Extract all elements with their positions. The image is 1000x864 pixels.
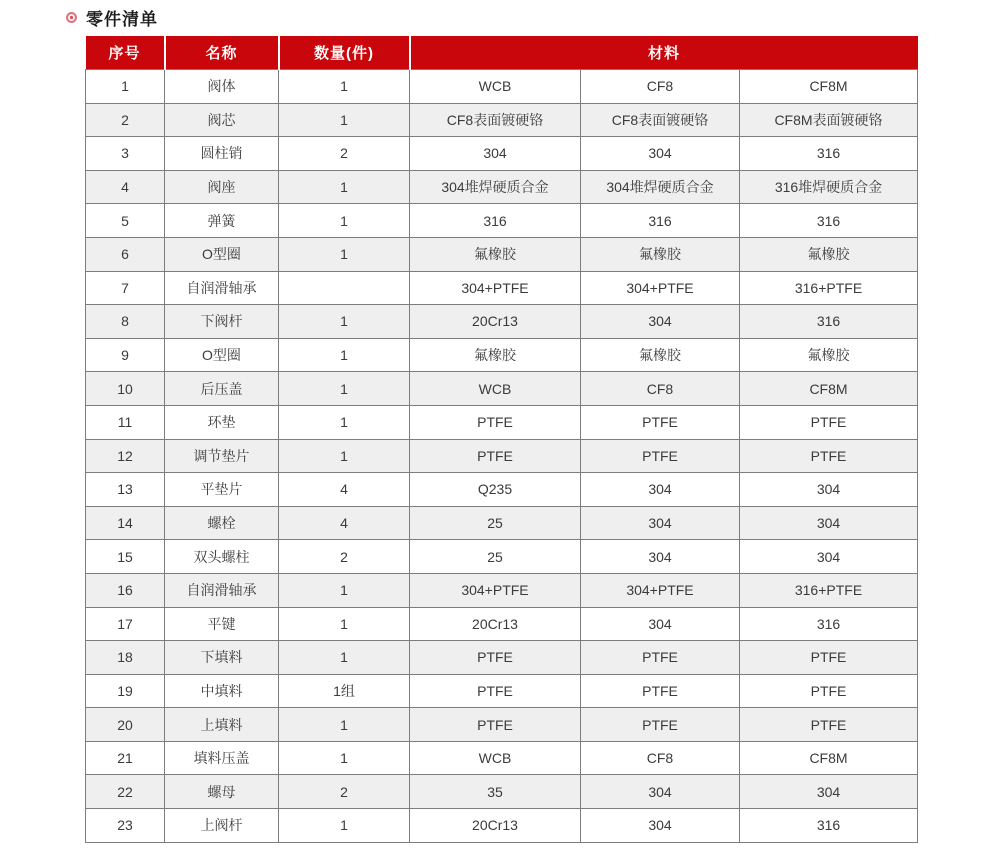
- cell-m3: PTFE: [740, 708, 918, 742]
- cell-m2: PTFE: [581, 708, 740, 742]
- cell-qty: 1: [279, 741, 410, 775]
- cell-m3: CF8M: [740, 372, 918, 406]
- cell-m1: 25: [410, 540, 581, 574]
- cell-m2: CF8: [581, 70, 740, 104]
- cell-m3: 316: [740, 204, 918, 238]
- cell-m1: PTFE: [410, 674, 581, 708]
- cell-m3: 氟橡胶: [740, 237, 918, 271]
- cell-m3: 304: [740, 473, 918, 507]
- cell-no: 3: [86, 137, 165, 171]
- cell-qty: 1: [279, 204, 410, 238]
- header-row: [86, 36, 918, 70]
- cell-name: 自润滑轴承: [165, 271, 279, 305]
- cell-name: 双头螺柱: [165, 540, 279, 574]
- cell-m3: PTFE: [740, 641, 918, 675]
- cell-m1: PTFE: [410, 439, 581, 473]
- table-row: [86, 372, 918, 406]
- cell-m2: 316: [581, 204, 740, 238]
- cell-m3: 氟橡胶: [740, 338, 918, 372]
- cell-qty: 2: [279, 775, 410, 809]
- cell-m2: 氟橡胶: [581, 237, 740, 271]
- cell-name: 自润滑轴承: [165, 573, 279, 607]
- cell-qty: 1: [279, 70, 410, 104]
- cell-no: 2: [86, 103, 165, 137]
- header-qty: 数量(件): [279, 36, 410, 70]
- cell-m3: 316+PTFE: [740, 271, 918, 305]
- cell-no: 19: [86, 674, 165, 708]
- cell-no: 1: [86, 70, 165, 104]
- table-row: [86, 573, 918, 607]
- parts-table: [85, 36, 918, 843]
- cell-m2: 304堆焊硬质合金: [581, 170, 740, 204]
- cell-m1: 氟橡胶: [410, 338, 581, 372]
- cell-no: 12: [86, 439, 165, 473]
- cell-name: 阀体: [165, 70, 279, 104]
- cell-name: 螺母: [165, 775, 279, 809]
- cell-no: 22: [86, 775, 165, 809]
- cell-name: 下阀杆: [165, 305, 279, 339]
- cell-m1: 35: [410, 775, 581, 809]
- cell-qty: 4: [279, 473, 410, 507]
- cell-name: 圆柱销: [165, 137, 279, 171]
- cell-m2: 304: [581, 607, 740, 641]
- cell-name: 环垫: [165, 405, 279, 439]
- cell-qty: 1: [279, 573, 410, 607]
- cell-no: 5: [86, 204, 165, 238]
- cell-name: 螺栓: [165, 506, 279, 540]
- cell-m2: PTFE: [581, 439, 740, 473]
- cell-qty: 2: [279, 137, 410, 171]
- cell-m1: CF8表面镀硬铬: [410, 103, 581, 137]
- cell-no: 18: [86, 641, 165, 675]
- table-row: [86, 204, 918, 238]
- bullet-target-icon: [66, 12, 77, 23]
- cell-m1: 20Cr13: [410, 607, 581, 641]
- cell-name: 弹簧: [165, 204, 279, 238]
- cell-m3: 304: [740, 775, 918, 809]
- table-row: [86, 641, 918, 675]
- page-title: 零件清单: [86, 10, 158, 29]
- cell-m3: CF8M表面镀硬铬: [740, 103, 918, 137]
- cell-m3: 316: [740, 305, 918, 339]
- cell-qty: 1: [279, 338, 410, 372]
- cell-no: 9: [86, 338, 165, 372]
- cell-no: 23: [86, 809, 165, 843]
- cell-qty: 1: [279, 708, 410, 742]
- cell-no: 17: [86, 607, 165, 641]
- cell-name: 阀芯: [165, 103, 279, 137]
- cell-qty: 1: [279, 439, 410, 473]
- cell-qty: 1: [279, 607, 410, 641]
- cell-qty: [279, 271, 410, 305]
- cell-m2: CF8: [581, 372, 740, 406]
- header-material: 材料: [410, 36, 918, 70]
- table-row: [86, 708, 918, 742]
- cell-m3: CF8M: [740, 70, 918, 104]
- cell-name: 下填料: [165, 641, 279, 675]
- table-row: [86, 237, 918, 271]
- table-row: [86, 271, 918, 305]
- cell-name: 阀座: [165, 170, 279, 204]
- section-title-bar: [66, 5, 158, 30]
- cell-m1: 316: [410, 204, 581, 238]
- cell-no: 8: [86, 305, 165, 339]
- cell-m1: WCB: [410, 372, 581, 406]
- header-name: 名称: [165, 36, 279, 70]
- cell-name: 后压盖: [165, 372, 279, 406]
- cell-name: 平垫片: [165, 473, 279, 507]
- cell-m2: 304: [581, 305, 740, 339]
- cell-m2: 304+PTFE: [581, 271, 740, 305]
- cell-no: 4: [86, 170, 165, 204]
- cell-m2: 304: [581, 506, 740, 540]
- table-row: [86, 405, 918, 439]
- cell-m1: 氟橡胶: [410, 237, 581, 271]
- cell-m3: 304: [740, 540, 918, 574]
- cell-no: 10: [86, 372, 165, 406]
- table-row: [86, 674, 918, 708]
- cell-m1: 25: [410, 506, 581, 540]
- cell-m2: PTFE: [581, 641, 740, 675]
- cell-m3: 316: [740, 137, 918, 171]
- cell-m1: WCB: [410, 741, 581, 775]
- cell-name: O型圈: [165, 338, 279, 372]
- cell-no: 14: [86, 506, 165, 540]
- cell-name: 调节垫片: [165, 439, 279, 473]
- table-row: [86, 506, 918, 540]
- cell-m3: PTFE: [740, 439, 918, 473]
- cell-no: 7: [86, 271, 165, 305]
- cell-m3: 316: [740, 607, 918, 641]
- cell-m2: 304: [581, 775, 740, 809]
- parts-table-body: [86, 70, 918, 843]
- cell-qty: 1: [279, 372, 410, 406]
- cell-m1: 20Cr13: [410, 809, 581, 843]
- table-row: [86, 540, 918, 574]
- cell-m3: PTFE: [740, 405, 918, 439]
- table-row: [86, 607, 918, 641]
- cell-qty: 1: [279, 405, 410, 439]
- cell-m2: 304: [581, 473, 740, 507]
- cell-m2: PTFE: [581, 405, 740, 439]
- cell-m1: 304+PTFE: [410, 573, 581, 607]
- cell-qty: 2: [279, 540, 410, 574]
- cell-qty: 1: [279, 237, 410, 271]
- cell-m1: WCB: [410, 70, 581, 104]
- cell-name: 填料压盖: [165, 741, 279, 775]
- cell-no: 11: [86, 405, 165, 439]
- table-row: [86, 137, 918, 171]
- cell-m2: 304+PTFE: [581, 573, 740, 607]
- table-row: [86, 70, 918, 104]
- cell-qty: 1: [279, 809, 410, 843]
- cell-m3: CF8M: [740, 741, 918, 775]
- cell-qty: 4: [279, 506, 410, 540]
- cell-no: 21: [86, 741, 165, 775]
- table-row: [86, 439, 918, 473]
- cell-no: 13: [86, 473, 165, 507]
- table-row: [86, 338, 918, 372]
- cell-m3: PTFE: [740, 674, 918, 708]
- cell-m2: 氟橡胶: [581, 338, 740, 372]
- cell-m1: 304+PTFE: [410, 271, 581, 305]
- table-row: [86, 741, 918, 775]
- cell-m1: 304: [410, 137, 581, 171]
- cell-m1: 304堆焊硬质合金: [410, 170, 581, 204]
- cell-qty: 1: [279, 170, 410, 204]
- cell-m1: PTFE: [410, 405, 581, 439]
- table-row: [86, 775, 918, 809]
- cell-name: O型圈: [165, 237, 279, 271]
- cell-name: 上填料: [165, 708, 279, 742]
- cell-m2: CF8表面镀硬铬: [581, 103, 740, 137]
- cell-m3: 316: [740, 809, 918, 843]
- table-row: [86, 305, 918, 339]
- table-row: [86, 170, 918, 204]
- cell-m3: 316+PTFE: [740, 573, 918, 607]
- cell-m1: Q235: [410, 473, 581, 507]
- table-row: [86, 103, 918, 137]
- table-row: [86, 809, 918, 843]
- cell-qty: 1: [279, 641, 410, 675]
- cell-m2: 304: [581, 137, 740, 171]
- cell-name: 平键: [165, 607, 279, 641]
- cell-no: 6: [86, 237, 165, 271]
- cell-qty: 1: [279, 305, 410, 339]
- cell-name: 中填料: [165, 674, 279, 708]
- table-row: [86, 473, 918, 507]
- cell-m1: 20Cr13: [410, 305, 581, 339]
- cell-m2: CF8: [581, 741, 740, 775]
- parts-table-header: [86, 36, 918, 70]
- cell-m2: 304: [581, 540, 740, 574]
- cell-qty: 1组: [279, 674, 410, 708]
- cell-m3: 316堆焊硬质合金: [740, 170, 918, 204]
- cell-m2: PTFE: [581, 674, 740, 708]
- cell-no: 15: [86, 540, 165, 574]
- cell-qty: 1: [279, 103, 410, 137]
- header-no: 序号: [86, 36, 165, 70]
- cell-name: 上阀杆: [165, 809, 279, 843]
- cell-m1: PTFE: [410, 708, 581, 742]
- cell-no: 16: [86, 573, 165, 607]
- cell-m2: 304: [581, 809, 740, 843]
- cell-m3: 304: [740, 506, 918, 540]
- cell-no: 20: [86, 708, 165, 742]
- cell-m1: PTFE: [410, 641, 581, 675]
